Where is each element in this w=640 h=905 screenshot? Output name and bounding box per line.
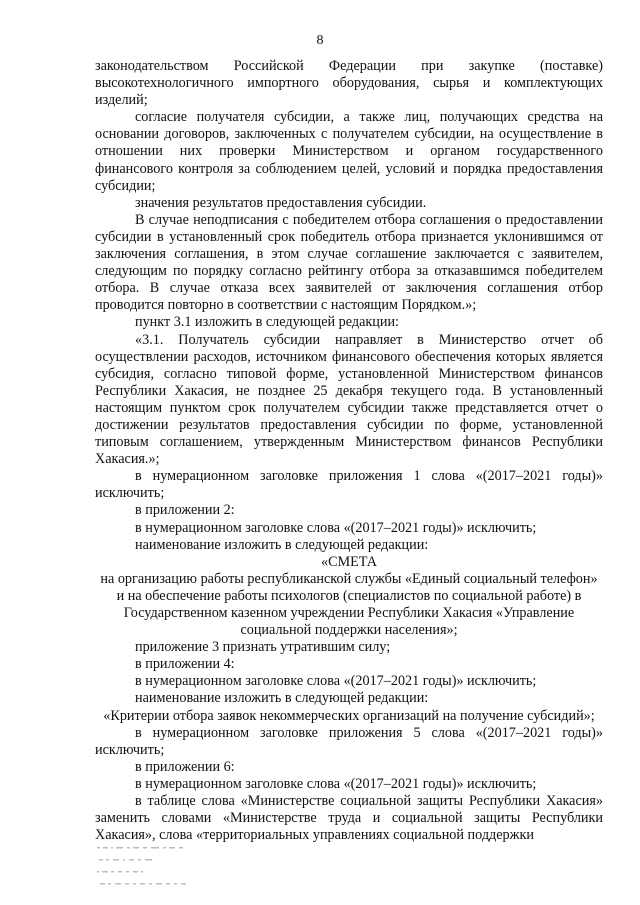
paragraph: в приложении 6:: [135, 758, 235, 775]
registration-stamp: [97, 845, 193, 889]
paragraph: наименование изложить в следующей редакции:: [135, 536, 429, 553]
paragraph: законодательством Российской Федерации при закупке (поставке) высокотехнологичного импортного оборудования, сырья и комплектующих изделий;: [95, 58, 603, 109]
heading-criteria: «Критерии отбора заявок некоммерческих организаций на получение субсидий»;: [103, 707, 595, 724]
paragraph: в нумерационном заголовке приложения 1 слова «(2017–2021 годы)» исключить;: [95, 468, 603, 502]
paragraph: в приложении 4:: [135, 656, 235, 673]
paragraph: в приложении 2:: [135, 502, 235, 519]
paragraph: наименование изложить в следующей редакции:: [135, 690, 429, 707]
stamp-marks: [97, 845, 193, 889]
paragraph: согласие получателя субсидии, а также лиц, получающих средства на основании договоров, заключенных с получателем субсидии, на осуществление в отношении них проверки Министерством и органом государственного финансового контроля за соблюдением целей, условий и порядка предоставления субсидии;: [95, 109, 603, 194]
paragraph: В случае неподписания с победителем отбора соглашения о предоставлении субсидии в установленный срок победитель отбора признается уклонившимся от заключения соглашения, в этом случае соглашение заключается с заявителем, следующим по порядку согласно рейтингу отбора за отказавшимся победителем отбора. В случае отказа всех заявителей от заключения соглашения отбор проводится повторно в соответствии с настоящим Порядком.»;: [95, 211, 603, 314]
paragraph: «3.1. Получатель субсидии направляет в Министерство отчет об осуществлении расходов, источником финансового обеспечения которых является субсидия, согласно типовой форме, установленной Министерством финансов Республики Хакасия, не позднее 25 декабря текущего года. В установленный настоящим пунктом срок получателем субсидии также представляется отчет о достижении результатов предоставления субсидии по форме, установленной типовым соглашением, утвержденным Министерством финансов Республики Хакасия.»;: [95, 331, 603, 468]
paragraph: в нумерационном заголовке слова «(2017–2021 годы)» исключить;: [135, 519, 537, 536]
heading-smeta: «СМЕТА: [320, 553, 378, 570]
paragraph: в нумерационном заголовке слова «(2017–2021 годы)» исключить;: [135, 673, 537, 690]
paragraph: пункт 3.1 изложить в следующей редакции:: [135, 314, 399, 331]
paragraph: в нумерационном заголовке приложения 5 слова «(2017–2021 годы)» исключить;: [95, 724, 603, 758]
paragraph: в нумерационном заголовке слова «(2017–2021 годы)» исключить;: [135, 775, 537, 792]
paragraph: в таблице слова «Министерстве социальной защиты Республики Хакасия» заменить словами «Министерстве труда и социальной защиты Республики Хакасия», слова «территориальных управлениях социальной поддержки: [95, 793, 603, 844]
document-body: [95, 58, 603, 844]
paragraph: приложение 3 признать утратившим силу;: [135, 639, 391, 656]
paragraph: значения результатов предоставления субсидии.: [135, 194, 427, 211]
page-number: 8: [316, 33, 324, 48]
heading-smeta-title: на организацию работы республиканской службы «Единый социальный телефон» и на обеспечение работы психологов (специалистов по социальной работе) в Государственном казенном учреждении Республики Хакасия «Управление социальной поддержки населения»;: [100, 570, 598, 639]
